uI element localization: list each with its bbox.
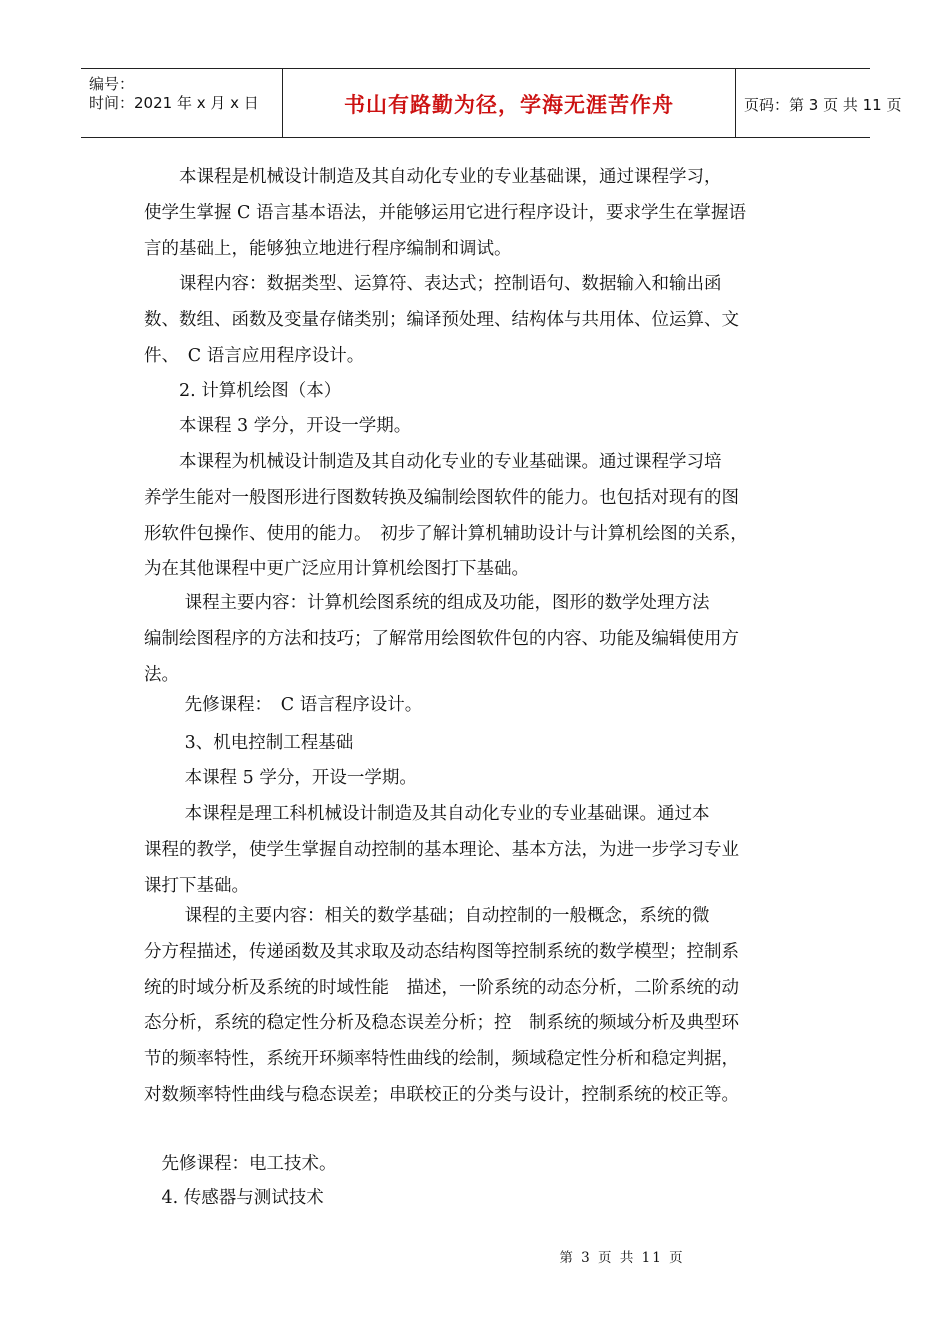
text-line: 养学生能对一般图形进行图数转换及编制绘图软件的能力。也包括对现有的图: [144, 487, 739, 508]
text-line: 态分析，系统的稳定性分析及稳态误差分析；控 制系统的频域分析及典型环: [144, 1013, 739, 1034]
text-line: 本课程为机械设计制造及其自动化专业的专业基础课。通过课程学习培: [144, 452, 722, 472]
paragraph-credits: 本课程 3 学分，开设一学期。: [144, 416, 412, 436]
text-line: 数、数组、函数及变量存储类别；编译预处理、结构体与共用体、位运算、文: [144, 309, 739, 330]
header-meta-cell: [81, 69, 283, 137]
paragraph-mechatronics-content: [144, 899, 824, 1114]
header-motto: 书山有路勤为径，学海无涯苦作舟: [344, 93, 674, 117]
paragraph-prerequisite: 先修课程： C 语言程序设计。: [144, 695, 423, 715]
text-line: 课打下基础。: [144, 875, 249, 896]
page-footer: 第 3 页 共 11 页: [559, 1250, 685, 1266]
document-number-label: 编号：: [89, 75, 135, 93]
text-line: 为在其他课程中更广泛应用计算机绘图打下基础。: [144, 559, 529, 580]
text-line: 课程主要内容：计算机绘图系统的组成及功能，图形的数学处理方法: [144, 593, 710, 613]
header-page-cell: [736, 69, 902, 137]
document-date: 时间：2021 年 x 月 x 日: [89, 94, 259, 112]
text-line: 件、 C 语言应用程序设计。: [144, 345, 365, 366]
text-line: 分方程描述，传递函数及其求取及动态结构图等控制系统的数学模型；控制系: [144, 941, 739, 962]
text-line: 言的基础上，能够独立地进行程序编制和调试。: [144, 238, 512, 259]
paragraph-drawing-intro: [144, 445, 824, 588]
text-line: 本课程是机械设计制造及其自动化专业的专业基础课，通过课程学习，: [144, 167, 722, 187]
page-header: [81, 68, 902, 138]
text-line: 课程的主要内容：相关的数学基础；自动控制的一般概念，系统的微: [144, 906, 710, 926]
text-line: 本课程是理工科机械设计制造及其自动化专业的专业基础课。通过本: [144, 804, 710, 824]
paragraph-c-course-intro: [144, 160, 824, 267]
section-heading-sensors: 4. 传感器与测试技术: [144, 1188, 324, 1208]
section-heading-mechatronics: 3、机电控制工程基础: [144, 733, 354, 753]
paragraph-prerequisite: 先修课程：电工技术。: [144, 1154, 337, 1174]
text-line: 对数频率特性曲线与稳态误差；串联校正的分类与设计，控制系统的校正等。: [144, 1084, 739, 1105]
paragraph-c-course-content: [144, 267, 824, 374]
text-line: 法。: [144, 664, 179, 685]
text-line: 使学生掌握 C 语言基本语法，并能够运用它进行程序设计，要求学生在掌握语: [144, 202, 747, 223]
text-line: 形软件包操作、使用的能力。 初步了解计算机辅助设计与计算机绘图的关系，: [144, 523, 748, 544]
text-line: 课程内容：数据类型、运算符、表达式；控制语句、数据输入和输出函: [144, 274, 722, 294]
paragraph-mechatronics-intro: [144, 797, 824, 904]
header-page-info: 页码：第 3 页 共 11 页: [744, 96, 902, 114]
text-line: 编制绘图程序的方法和技巧；了解常用绘图软件包的内容、功能及编辑使用方: [144, 628, 739, 649]
paragraph-drawing-content: [144, 586, 824, 693]
text-line: 课程的教学，使学生掌握自动控制的基本理论、基本方法，为进一步学习专业: [144, 839, 739, 860]
paragraph-credits: 本课程 5 学分，开设一学期。: [144, 768, 417, 788]
section-heading-computer-drawing: 2. 计算机绘图（本）: [144, 381, 342, 401]
text-line: 节的频率特性，系统开环频率特性曲线的绘制，频域稳定性分析和稳定判据，: [144, 1049, 739, 1070]
text-line: 统的时域分析及系统的时域性能 描述，一阶系统的动态分析，二阶系统的动: [144, 977, 739, 998]
header-motto-cell: [283, 69, 736, 137]
